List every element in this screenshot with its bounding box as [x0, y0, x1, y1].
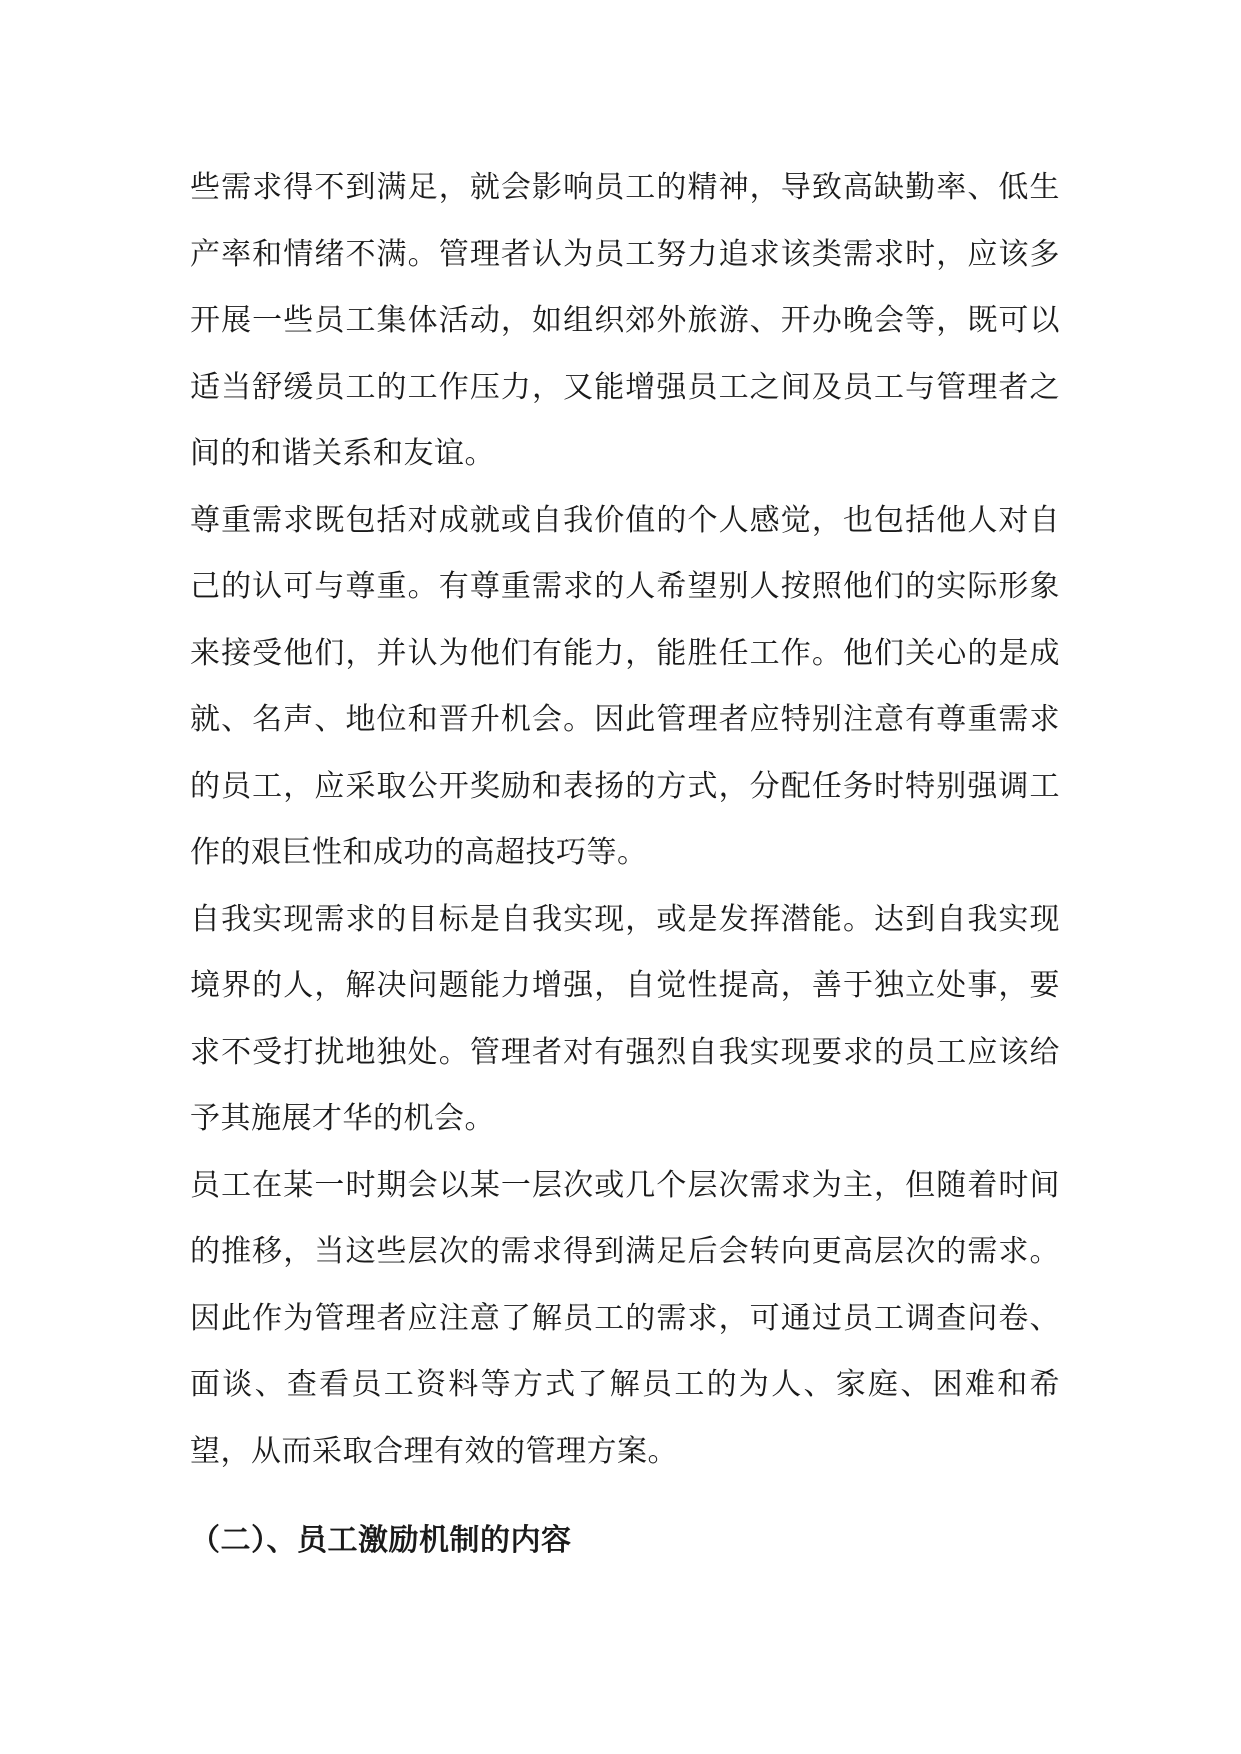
document-page	[190, 155, 1060, 1574]
paragraph-social-needs: 些需求得不到满足，就会影响员工的精神，导致高缺勤率、低生产率和情绪不满。管理者认为员工努力追求该类需求时，应该多开展一些员工集体活动，如组织郊外旅游、开办晚会等，既可以适当舒缓员工的工作压力，又能增强员工之间及员工与管理者之间的和谐关系和友谊。	[190, 170, 1060, 471]
paragraph-esteem-needs: 尊重需求既包括对成就或自我价值的个人感觉，也包括他人对自己的认可与尊重。有尊重需求的人希望别人按照他们的实际形象来接受他们，并认为他们有能力，能胜任工作。他们关心的是成就、名声、地位和晋升机会。因此管理者应特别注意有尊重需求的员工，应采取公开奖励和表扬的方式，分配任务时特别强调工作的艰巨性和成功的高超技巧等。	[190, 502, 1060, 870]
paragraph-self-actualization: 自我实现需求的目标是自我实现，或是发挥潜能。达到自我实现境界的人，解决问题能力增强，自觉性提高，善于独立处事，要求不受打扰地独处。管理者对有强烈自我实现要求的员工应该给予其施展才华的机会。	[190, 901, 1060, 1136]
paragraph-needs-progression: 员工在某一时期会以某一层次或几个层次需求为主，但随着时间的推移，当这些层次的需求得到满足后会转向更高层次的需求。因此作为管理者应注意了解员工的需求，可通过员工调查问卷、面谈、查看员工资料等方式了解员工的为人、家庭、困难和希望，从而采取合理有效的管理方案。	[190, 1167, 1060, 1469]
section-heading: （二）、员工激励机制的内容	[190, 1523, 572, 1558]
